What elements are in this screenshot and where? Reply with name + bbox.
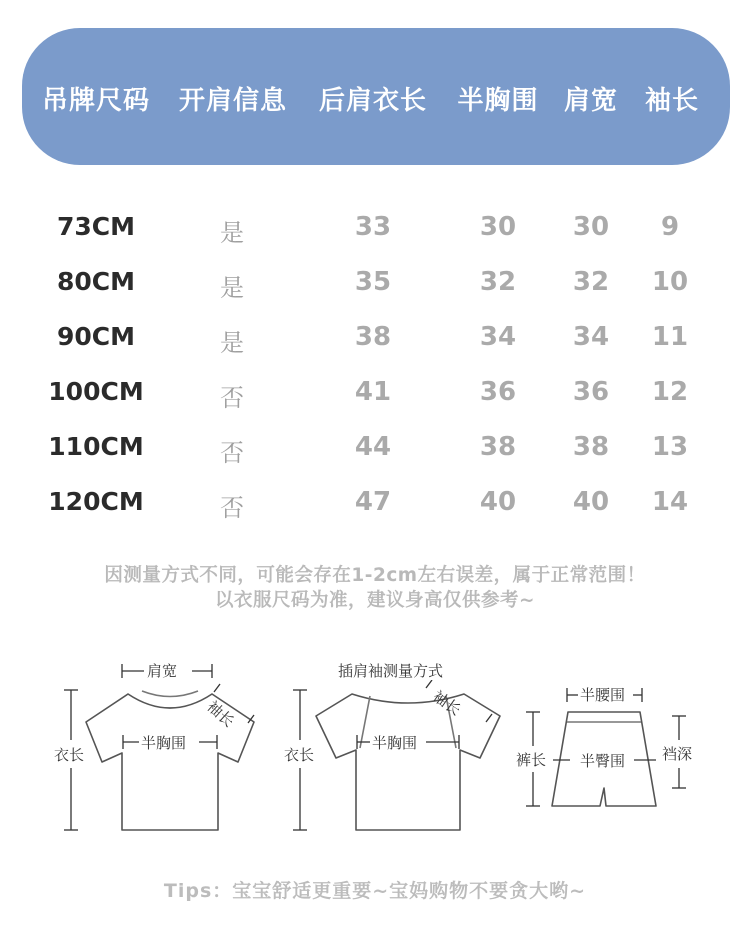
header-sleeve-length: 袖长 [644,86,700,116]
size-cell: 100CM [48,377,144,406]
open-shoulder-cell: 否 [220,494,244,522]
sleeve-length-cell: 13 [651,432,689,462]
back-length-cell: 35 [354,267,392,297]
chest-label: 半胸围 [141,734,187,752]
rise-label: 裆深 [662,745,693,763]
raglan-chest-label: 半胸围 [372,734,418,752]
back-length-cell: 41 [354,377,392,407]
back-length-cell: 44 [354,432,392,462]
hip-label: 半臀围 [580,752,626,770]
shoulder-width-cell: 32 [572,267,610,297]
sleeve-label: 袖长 [203,697,238,731]
header-back-length: 后肩衣长 [318,86,428,116]
half-chest-cell: 30 [479,212,517,242]
back-length-cell: 47 [354,487,392,517]
open-shoulder-cell: 是 [220,274,244,302]
measurement-note: 因测量方式不同，可能会存在1-2cm左右误差，属于正常范围！ [104,565,646,586]
shoulder-width-cell: 30 [572,212,610,242]
header-half-chest: 半胸围 [457,86,539,116]
open-shoulder-cell: 否 [220,384,244,412]
half-chest-cell: 32 [479,267,517,297]
header-shoulder-width: 肩宽 [563,86,619,116]
size-cell: 80CM [56,267,136,296]
waist-label: 半腰围 [580,686,626,704]
open-shoulder-cell: 是 [220,329,244,357]
size-cell: 73CM [56,212,136,241]
raglan-sleeve-label: 袖长 [429,687,465,720]
sleeve-length-cell: 14 [651,487,689,517]
back-length-cell: 33 [354,212,392,242]
raglan-length-label: 衣长 [284,746,315,764]
half-chest-cell: 40 [479,487,517,517]
shoulder-width-cell: 34 [572,322,610,352]
sleeve-length-cell: 9 [660,212,680,242]
raglan-tshirt-outline-icon [316,694,500,830]
shoulder-label: 肩宽 [147,662,178,680]
size-cell: 90CM [56,322,136,351]
size-cell: 110CM [48,432,144,461]
half-chest-cell: 34 [479,322,517,352]
sleeve-length-cell: 10 [651,267,689,297]
shoulder-width-cell: 38 [572,432,610,462]
sleeve-length-cell: 12 [651,377,689,407]
raglan-method-title: 插肩袖测量方式 [338,662,444,680]
header-tag-size: 吊牌尺码 [41,86,151,116]
half-chest-cell: 36 [479,377,517,407]
shoulder-width-cell: 36 [572,377,610,407]
shoulder-width-cell: 40 [572,487,610,517]
size-advice-note: 以衣服尺码为准，建议身高仅供参考~ [214,590,535,611]
size-cell: 120CM [48,487,144,516]
pants-length-label: 裤长 [516,751,547,769]
sleeve-length-cell: 11 [651,322,689,352]
tips-text: Tips：宝宝舒适更重要~宝妈购物不要贪大哟~ [163,880,587,902]
length-label: 衣长 [54,746,85,764]
half-chest-cell: 38 [479,432,517,462]
open-shoulder-cell: 是 [220,219,244,247]
back-length-cell: 38 [354,322,392,352]
open-shoulder-cell: 否 [220,439,244,467]
header-open-shoulder: 开肩信息 [178,86,288,116]
